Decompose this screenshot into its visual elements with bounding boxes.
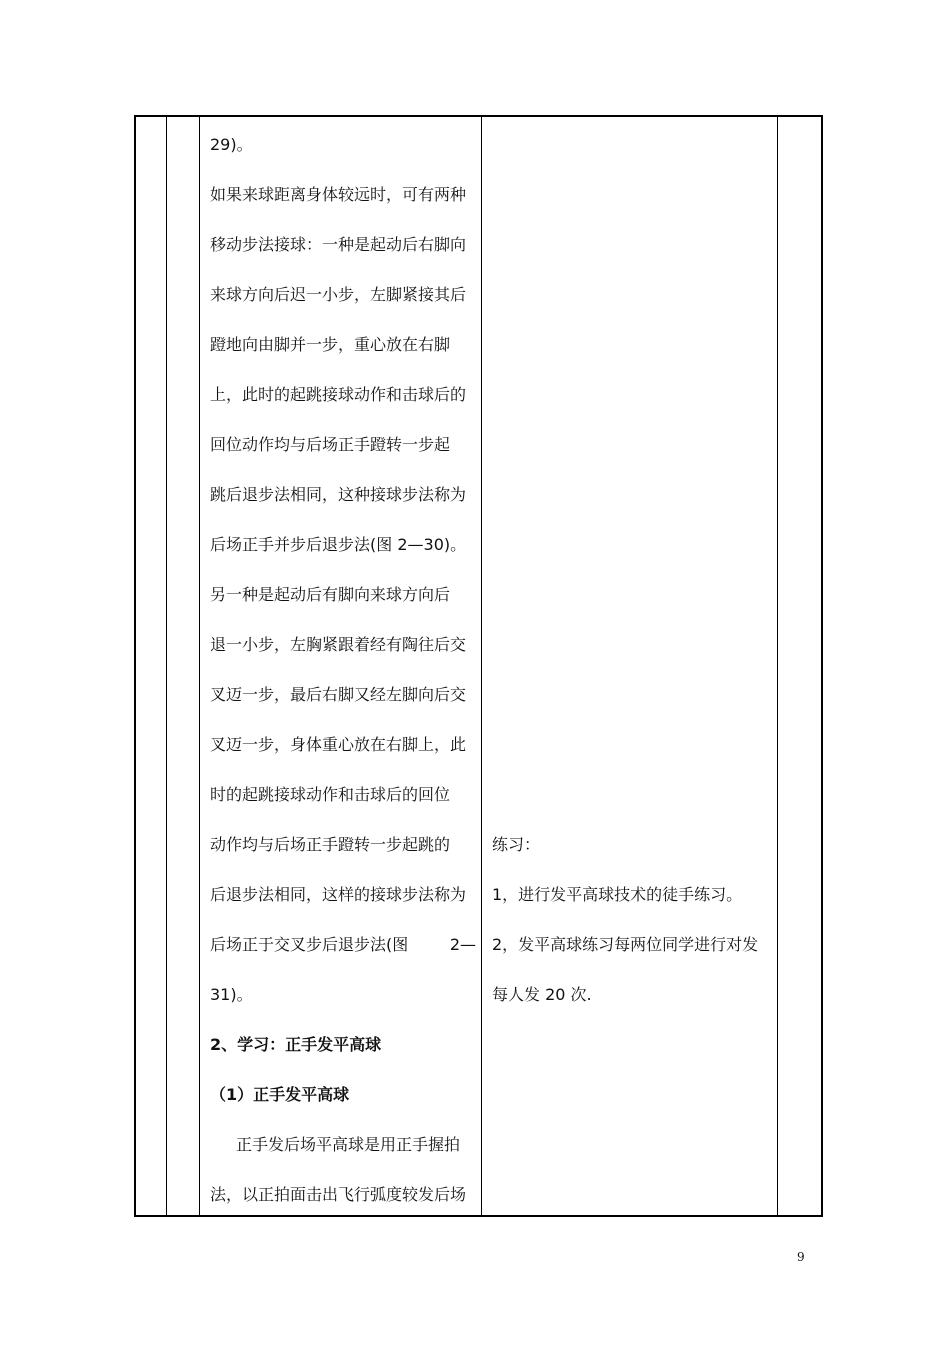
lesson-table <box>134 115 823 1217</box>
text-line: 叉迈一步，最后右脚又经左脚向后交 <box>210 685 467 704</box>
text-line: 如果来球距离身体较远时，可有两种 <box>210 185 467 204</box>
text-line: 退一小步，左胸紧跟着经有陶往后交 <box>210 635 467 654</box>
text-line: 叉迈一步，身体重心放在右脚上，此 <box>210 735 467 754</box>
text-line: 动作均与后场正手蹬转一步起跳的 <box>210 835 451 854</box>
text-line: 蹬地向由脚并一步，重心放在右脚 <box>210 335 451 354</box>
subsection-heading: （1）正手发平高球 <box>210 1085 350 1104</box>
text-line: 后退步法相同，这样的接球步法称为 <box>210 885 467 904</box>
text-line: 另一种是起动后有脚向来球方向后 <box>210 585 451 604</box>
text-line: 回位动作均与后场正手蹬转一步起 <box>210 435 451 454</box>
practice-item: 每人发 20 次. <box>492 985 592 1004</box>
paragraph-line: 法，以正拍面击出飞行弧度较发后场 <box>210 1185 467 1204</box>
text-line: 跳后退步法相同，这种接球步法称为 <box>210 485 467 504</box>
teaching-content-cell <box>202 117 482 1220</box>
text-line-part: 后场正于交叉步后退步法(图 <box>210 935 409 954</box>
column-divider-2 <box>199 117 200 1215</box>
text-line <box>202 920 482 970</box>
text-line: 时的起跳接球动作和击球后的回位 <box>210 785 451 804</box>
text-line: 来球方向后迟一小步，左脚紧接其后 <box>210 285 467 304</box>
practice-item: 2，发平高球练习每两位同学进行对发 <box>492 935 759 954</box>
page-number: 9 <box>797 1250 805 1264</box>
practice-cell <box>484 117 776 1020</box>
column-divider-1 <box>166 117 167 1215</box>
text-line: 31)。 <box>210 985 253 1004</box>
text-line: 移动步法接球：一种是起动后右脚向 <box>210 235 467 254</box>
text-line: 上，此时的起跳接球动作和击球后的 <box>210 385 467 404</box>
paragraph-line: 正手发后场平高球是用正手握拍 <box>236 1135 461 1154</box>
text-line: 后场正手并步后退步法(图 2—30)。 <box>210 535 467 554</box>
practice-item: 1，进行发平高球技术的徒手练习。 <box>492 885 743 904</box>
practice-title: 练习： <box>492 835 541 854</box>
column-divider-4 <box>777 117 778 1215</box>
text-line: 29)。 <box>210 135 253 154</box>
text-line-part: 2— <box>449 935 476 954</box>
section-heading: 2、学习：正手发平高球 <box>210 1035 382 1054</box>
